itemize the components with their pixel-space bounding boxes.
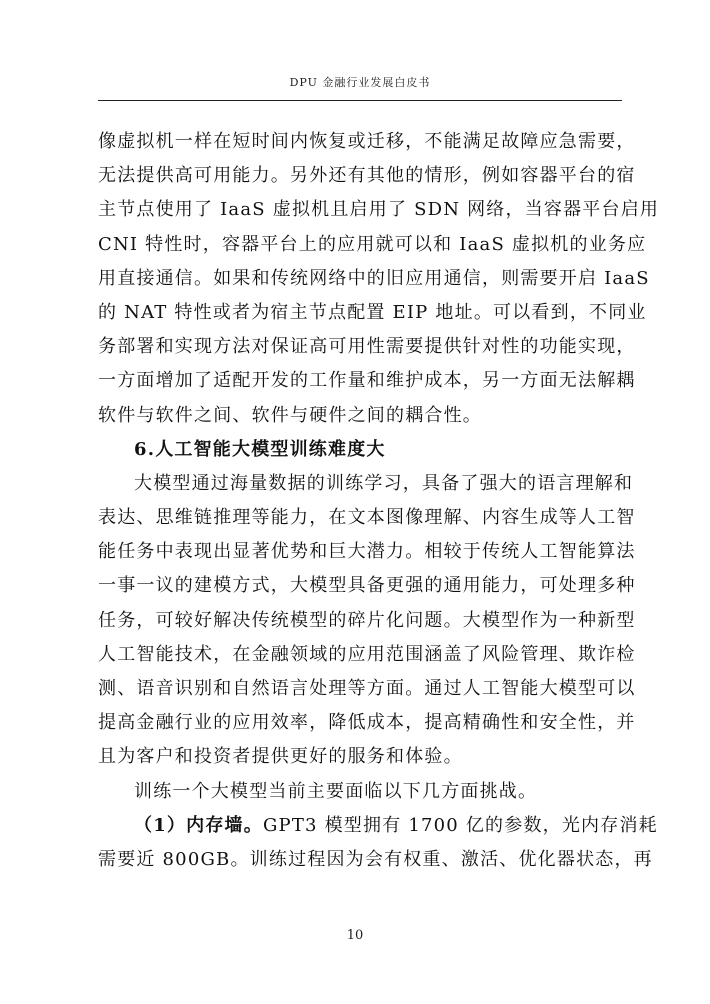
- text-line: 无法提供高可用能力。另外还有其他的情形，例如容器平台的宿: [98, 165, 636, 187]
- text-line: 软件与软件之间、软件与硬件之间的耦合性。: [98, 404, 482, 426]
- text-line: 表达、思维链推理等能力，在文本图像理解、内容生成等人工智: [98, 507, 636, 529]
- text-line: 训练一个大模型当前主要面临以下几方面挑战。: [134, 780, 538, 802]
- text-line: 务部署和实现方法对保证高可用性需要提供针对性的功能实现，: [98, 336, 636, 358]
- text-line: 提高金融行业的应用效率，降低成本，提高精确性和安全性，并: [98, 712, 636, 734]
- text-line: 测、语音识别和自然语言处理等方面。通过人工智能大模型可以: [98, 678, 636, 699]
- text-line: 的 NAT 特性或者为宿主节点配置 EIP 地址。可以看到，不同业: [98, 301, 647, 323]
- header-title: DPU 金融行业发展白皮书: [289, 76, 431, 89]
- text-line: 大模型通过海量数据的训练学习，具备了强大的语言理解和: [134, 472, 634, 494]
- text-line: 一事一议的建模方式，大模型具备更强的通用能力，可处理多种: [98, 575, 636, 597]
- text-line: 人工智能技术，在金融领域的应用范围涵盖了风险管理、欺诈检: [98, 643, 636, 665]
- text-run: GPT3 模型拥有 1700 亿的参数，光内存消耗: [262, 814, 658, 836]
- page-number: 10: [346, 928, 364, 943]
- text-line: CNI 特性时，容器平台上的应用就可以和 IaaS 虚拟机的业务应: [98, 233, 647, 255]
- text-line: 一方面增加了适配开发的工作量和维护成本，另一方面无法解耦: [98, 370, 636, 392]
- text-line: 能任务中表现出显著优势和巨大潜力。相较于传统人工智能算法: [98, 541, 636, 563]
- body-text: [98, 125, 660, 877]
- text-line: 像虚拟机一样在短时间内恢复或迁移，不能满足故障应急需要，: [98, 131, 636, 152]
- text-line: 需要近 800GB。训练过程因为会有权重、激活、优化器状态，再: [98, 848, 653, 870]
- text-line: 任务，可较好解决传统模型的碎片化问题。大模型作为一种新型: [98, 609, 636, 631]
- bold-lead: （1）内存墙。: [134, 814, 263, 836]
- text-line: [98, 809, 658, 843]
- text-line: 用直接通信。如果和传统网络中的旧应用通信，则需要开启 IaaS: [98, 267, 650, 289]
- text-line: 主节点使用了 IaaS 虚拟机且启用了 SDN 网络，当容器平台启用: [98, 199, 660, 221]
- running-header: [98, 74, 622, 101]
- section-heading: 6.人工智能大模型训练难度大: [134, 438, 386, 460]
- text-line: 且为客户和投资者提供更好的服务和体验。: [98, 746, 463, 768]
